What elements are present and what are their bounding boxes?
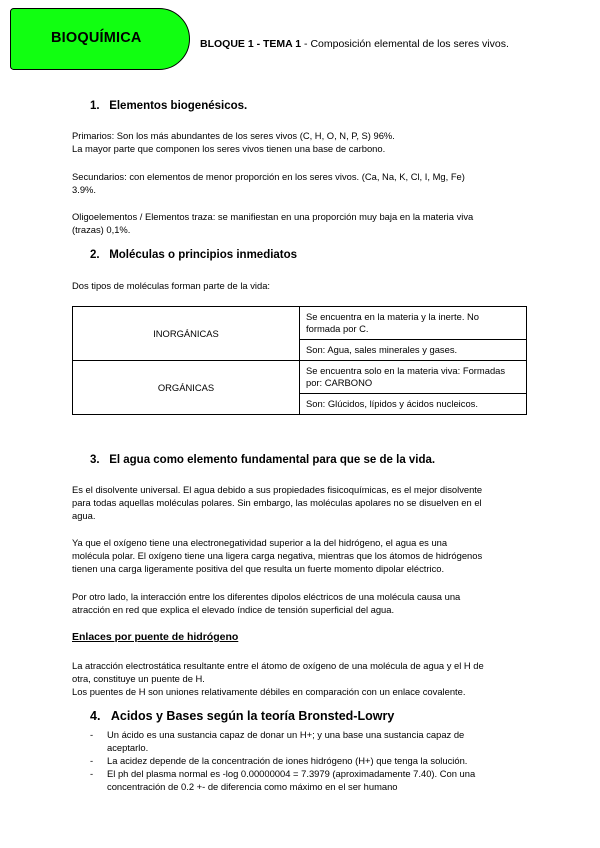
paragraph-agua-3: Por otro lado, la interacción entre los diferentes dipolos eléctricos de una molécula causa una atracción en red que explica el elevado índice de tensión superficial del agua. [72, 591, 461, 615]
bullet-marker: - [90, 768, 94, 779]
table-cell-organicas-desc: Se encuentra solo en la materia viva: Formadas por: CARBONO [300, 361, 527, 394]
paragraph-molecules-intro: Dos tipos de moléculas forman parte de la vida: [72, 280, 271, 291]
table-cell-organicas-examples: Son: Glúcidos, lípidos y ácidos nucleicos. [300, 394, 527, 415]
header-bloque: BLOQUE 1 - TEMA 1 [200, 38, 302, 50]
header-subtitle: - Composición elemental de los seres vivos. [301, 38, 509, 50]
acid-base-list [90, 728, 530, 793]
list-item: - El ph del plasma normal es -log 0.00000004 = 7.3979 (aproximadamente 7.40). Con una concentración de 0.2 +- de diferencia como máximo en el ser humano [90, 768, 476, 792]
table-cell-inorganicas-desc: Se encuentra en la materia y la inerte. No formada por C. [300, 307, 527, 340]
paragraph-agua-1: Es el disolvente universal. El agua debido a sus propiedades fisicoquímicas, es el mejor disolvente para todas aquellas moléculas polares. Sin embargo, las moléculas apolares no se disuelven en el agua. [72, 484, 483, 521]
paragraph-agua-2: Ya que el oxígeno tiene una electronegatividad superior a la del hidrógeno, el agua es una molécula polar. El oxígeno tiene una ligera carga negativa, mientras que los átomos de hidrógenos tienen una carga ligeramente positiva del que resulta un fuerte momento dipolar eléctrico. [72, 537, 483, 574]
molecules-table [72, 306, 527, 415]
section-1-heading: 1. Elementos biogenésicos. [90, 100, 248, 112]
header-topic [200, 38, 509, 50]
table-cell-inorganicas: INORGÁNICAS [73, 307, 300, 361]
bullet-marker: - [90, 755, 94, 766]
paragraph-agua-4: La atracción electrostática resultante entre el átomo de oxígeno de una molécula de agua y el H de otra, constituye un puente de H. Los puentes de H son uniones relativamente débiles en comparación con un enlace covalente. [72, 660, 484, 697]
list-item: - La acidez depende de la concentración de iones hidrógeno (H+) que tenga la solución. [90, 755, 468, 766]
table-cell-organicas: ORGÁNICAS [73, 361, 300, 415]
subject-badge [10, 8, 190, 70]
paragraph-secundarios: Secundarios: con elementos de menor proporción en los seres vivos. (Ca, Na, K, Cl, I, Mg, Fe) 3.9%. [72, 171, 465, 195]
table-cell-inorganicas-examples: Son: Agua, sales minerales y gases. [300, 340, 527, 361]
subheading-hydrogen-bonds: Enlaces por puente de hidrógeno [72, 631, 239, 643]
paragraph-oligoelementos: Oligoelementos / Elementos traza: se manifiestan en una proporción muy baja en la materia viva (trazas) 0,1%. [72, 211, 474, 235]
paragraph-primarios: Primarios: Son los más abundantes de los seres vivos (C, H, O, N, P, S) 96%. La mayor parte que componen los seres vivos tienen una base de carbono. [72, 130, 395, 154]
section-2-heading: 2. Moléculas o principios inmediatos [90, 249, 298, 261]
section-3-heading: 3. El agua como elemento fundamental para que se de la vida. [90, 454, 436, 466]
table-row [73, 361, 527, 394]
list-item: - Un ácido es una sustancia capaz de donar un H+; y una base una sustancia capaz de aceptarlo. [90, 729, 465, 753]
subject-title: BIOQUÍMICA [51, 30, 142, 46]
bullet-marker: - [90, 729, 94, 740]
section-4-heading: 4. Acidos y Bases según la teoría Bronsted-Lowry [90, 709, 395, 723]
table-row [73, 307, 527, 340]
